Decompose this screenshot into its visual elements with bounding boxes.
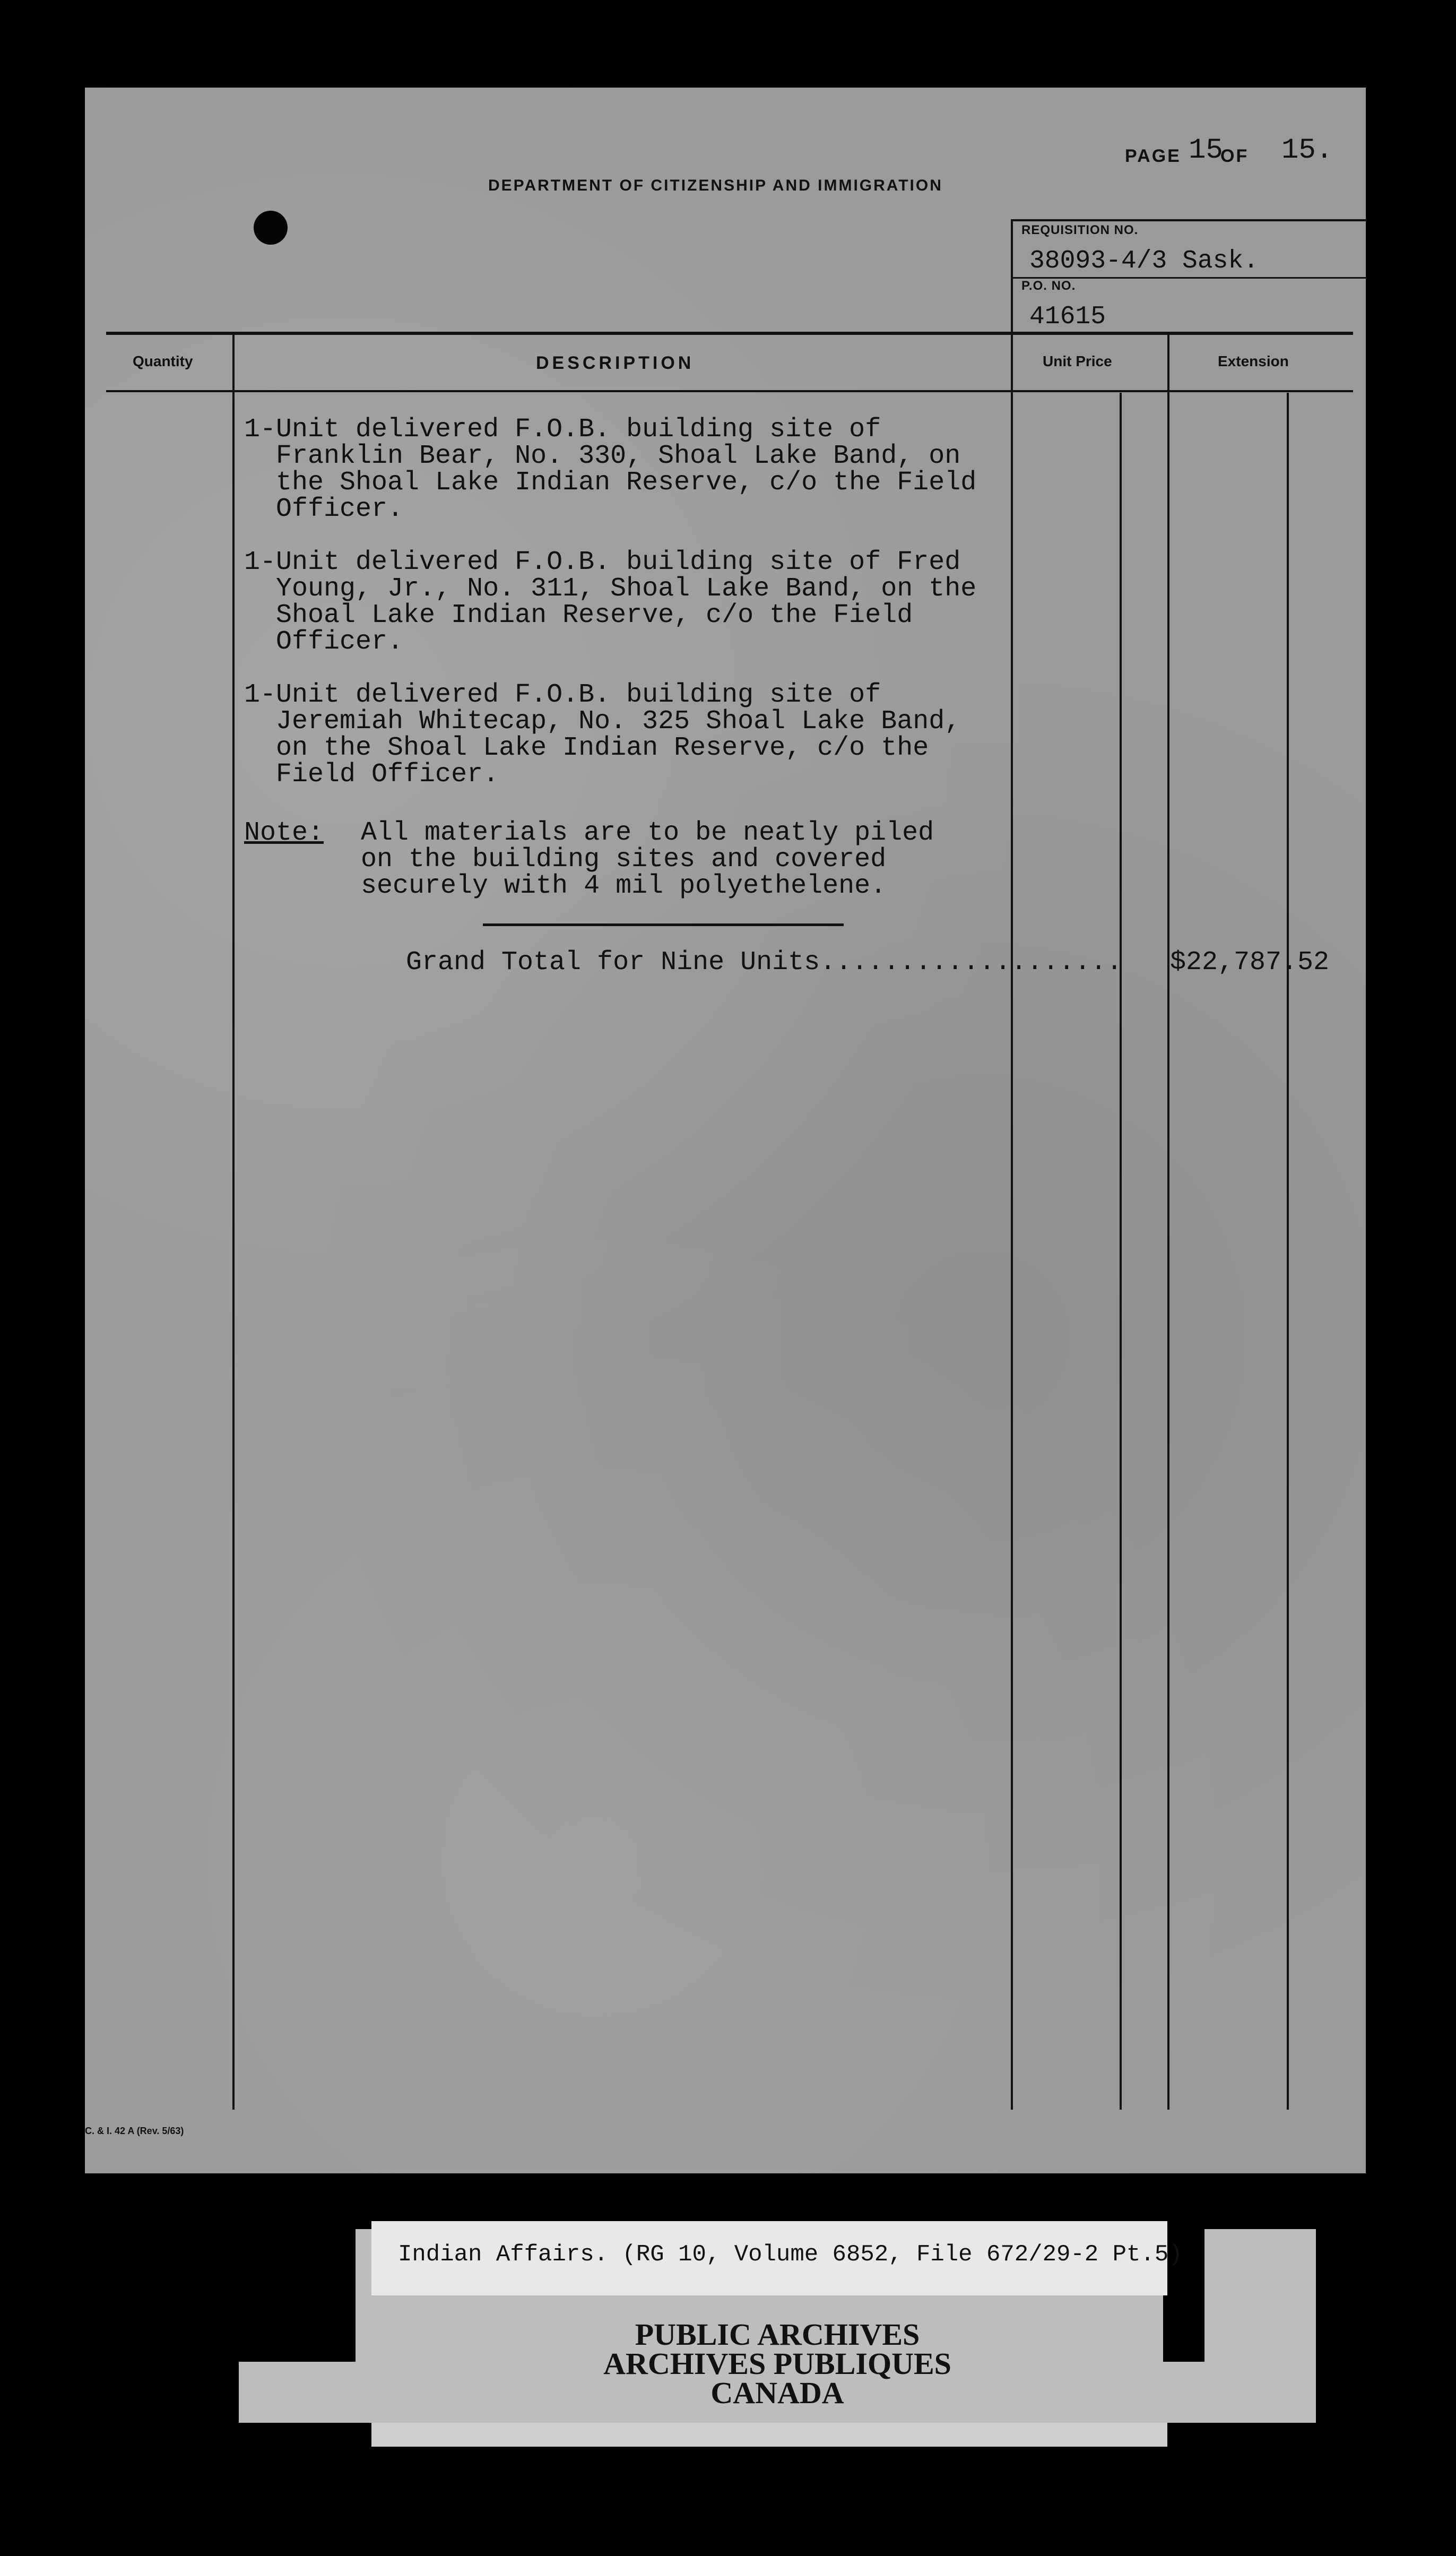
col-rule-quantity xyxy=(232,332,235,2110)
page-of-label: OF xyxy=(1220,146,1249,166)
column-extension: Extension xyxy=(1218,353,1289,369)
archives-line-1: PUBLIC ARCHIVES xyxy=(635,2317,920,2352)
column-unit-price: Unit Price xyxy=(1043,353,1112,369)
total-separator-rule xyxy=(483,923,844,926)
requisition-label: REQUISITION NO. xyxy=(1021,223,1139,237)
page-number: 15 xyxy=(1189,134,1223,167)
table-top-rule xyxy=(106,332,1353,335)
col-rule-unit-price xyxy=(1167,332,1169,2110)
grand-total-label: Grand Total for Nine Units................... xyxy=(406,947,1123,978)
document-page xyxy=(85,88,1366,2173)
grand-total-amount: $22,787.52 xyxy=(1170,947,1330,978)
column-description: DESCRIPTION xyxy=(536,353,695,373)
line-item-3: 1-Unit delivered F.O.B. building site of Jeremiah Whitecap, No. 325 Shoal Lake Band, on the Shoal Lake Indian Reserve, c/o the Field Officer. xyxy=(244,680,961,790)
form-number: C. & I. 42 A (Rev. 5/63) xyxy=(85,2126,184,2136)
archive-reference: Indian Affairs. (RG 10, Volume 6852, File 672/29-2 Pt.5) xyxy=(398,2241,1183,2268)
line-item-2: 1-Unit delivered F.O.B. building site of Fred Young, Jr., No. 311, Shoal Lake Band, on the Shoal Lake Indian Reserve, c/o the Field Officer. xyxy=(244,547,977,657)
col-rule-ext-cents xyxy=(1287,393,1289,2110)
archives-line-2: ARCHIVES PUBLIQUES xyxy=(603,2346,951,2381)
col-rule-description xyxy=(1011,332,1013,2110)
punch-hole xyxy=(254,211,288,245)
po-number: 41615 xyxy=(1029,303,1106,331)
table-header-rule xyxy=(106,390,1353,392)
page-total: 15. xyxy=(1281,134,1333,167)
line-item-1: 1-Unit delivered F.O.B. building site of Franklin Bear, No. 330, Shoal Lake Band, on the Shoal Lake Indian Reserve, c/o the Field Officer. xyxy=(244,415,977,524)
page-label: PAGE xyxy=(1125,146,1181,166)
requisition-number: 38093-4/3 Sask. xyxy=(1029,247,1259,275)
col-rule-unit-cents xyxy=(1120,393,1122,2110)
strip-bottom-edge xyxy=(371,2423,1167,2447)
column-quantity: Quantity xyxy=(133,353,193,369)
req-box-top-rule xyxy=(1011,219,1366,221)
note-label: Note: xyxy=(244,818,324,848)
department-title: DEPARTMENT OF CITIZENSHIP AND IMMIGRATION xyxy=(488,177,943,194)
po-label: P.O. NO. xyxy=(1021,279,1076,293)
archives-line-3: CANADA xyxy=(710,2376,844,2410)
note-text: All materials are to be neatly piled on the building sites and covered securely with 4 mil polyethelene. xyxy=(361,818,934,901)
reference-slip xyxy=(371,2221,1183,2295)
